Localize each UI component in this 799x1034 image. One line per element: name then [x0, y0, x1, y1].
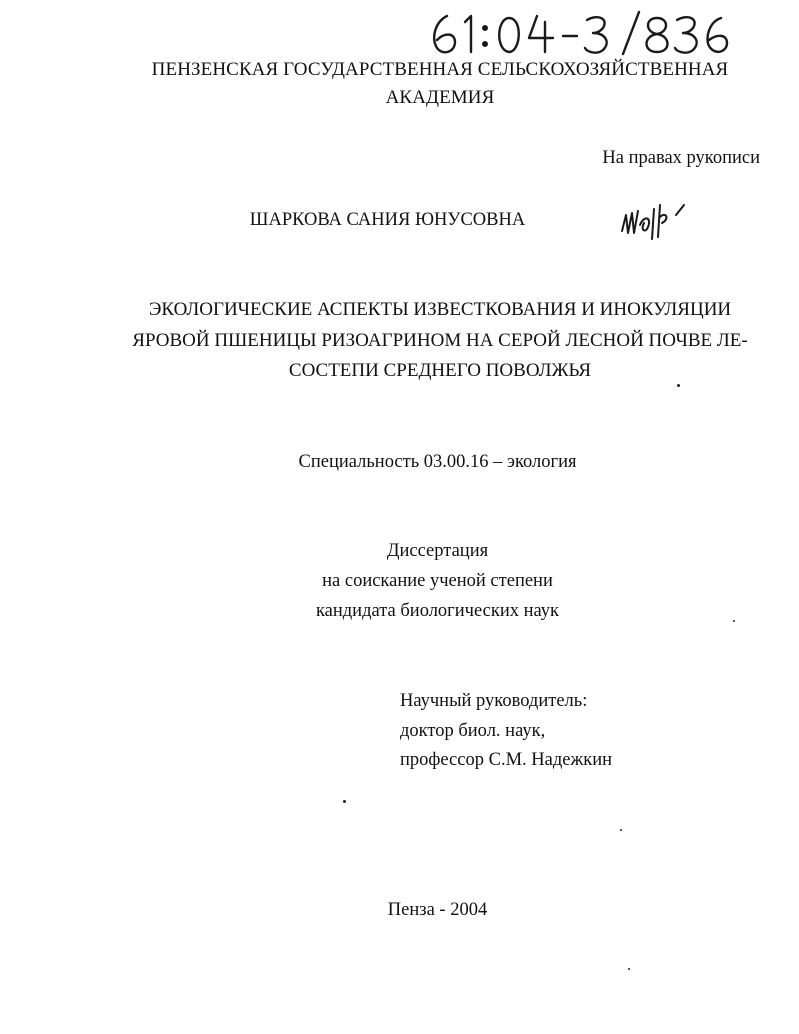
dissertation-line-1: Диссертация	[386, 541, 489, 561]
scan-speck	[733, 620, 735, 622]
institution-line-1: ПЕНЗЕНСКАЯ ГОСУДАРСТВЕННАЯ СЕЛЬСКОХОЗЯЙСТВЕННАЯ	[151, 59, 729, 80]
title-line-2: ЯРОВОЙ ПШЕНИЦЫ РИЗОАГРИНОМ НА СЕРОЙ ЛЕСНОЙ ПОЧВЕ ЛЕ-	[132, 330, 748, 351]
city-year: Пенза - 2004	[387, 900, 488, 920]
scan-speck	[628, 968, 630, 970]
title-line-3: СОСТЕПИ СРЕДНЕГО ПОВОЛЖЬЯ	[288, 360, 592, 381]
archive-code-handwritten	[425, 8, 730, 58]
supervisor-line-2: доктор биол. наук,	[400, 721, 546, 741]
supervisor-line-1: Научный руководитель:	[400, 691, 588, 711]
institution-line-2: АКАДЕМИЯ	[385, 87, 495, 108]
scan-speck	[620, 829, 622, 831]
dissertation-line-2: на соискание ученой степени	[322, 571, 553, 591]
specialty: Специальность 03.00.16 – экология	[298, 452, 577, 472]
author-name: ШАРКОВА САНИЯ ЮНУСОВНА	[249, 210, 526, 230]
rights-note: На правах рукописи	[602, 148, 760, 168]
scan-speck	[343, 800, 346, 803]
author-signature	[616, 195, 696, 245]
title-line-1: ЭКОЛОГИЧЕСКИЕ АСПЕКТЫ ИЗВЕСТКОВАНИЯ И ИНОКУЛЯЦИИ	[148, 299, 732, 320]
scan-speck	[677, 384, 680, 387]
supervisor-line-3: профессор С.М. Надежкин	[400, 750, 613, 770]
dissertation-line-3: кандидата биологических наук	[315, 601, 560, 621]
